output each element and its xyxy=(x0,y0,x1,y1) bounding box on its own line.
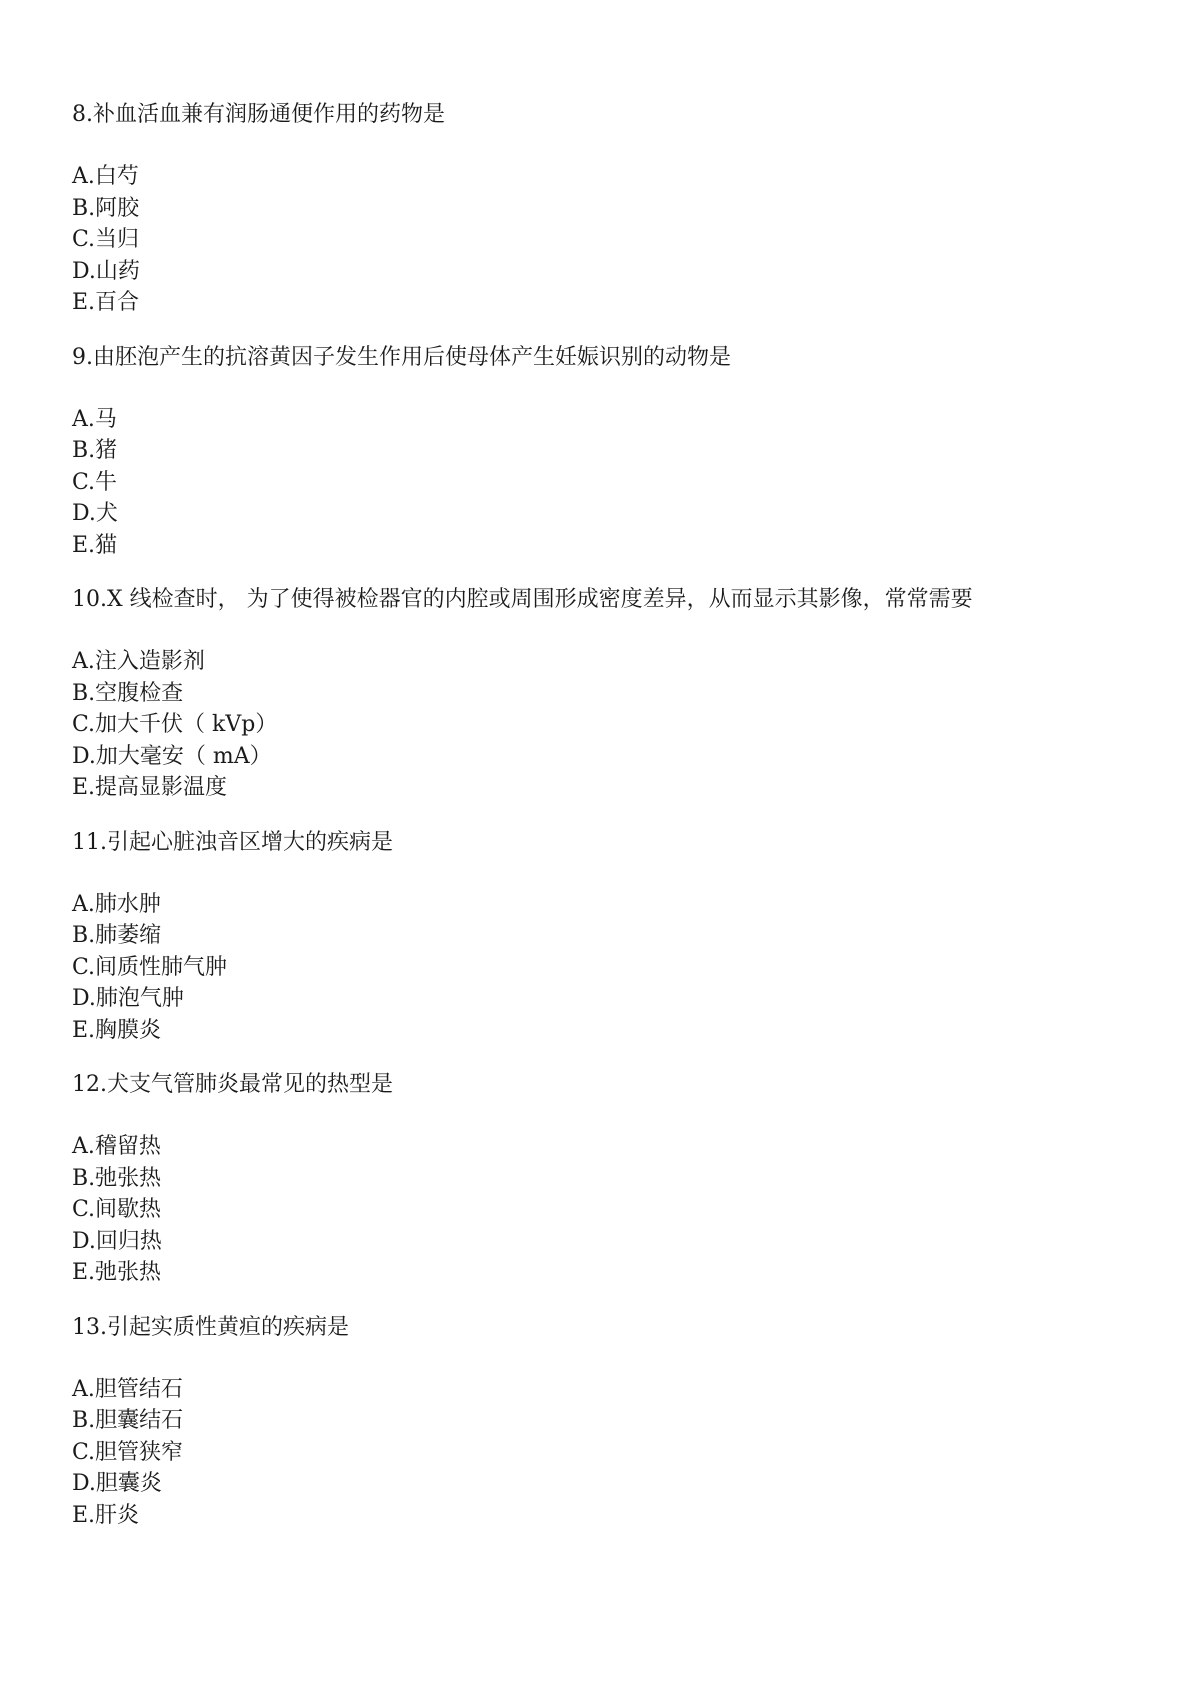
option-e: E.肝炎 xyxy=(72,1502,140,1528)
option-list xyxy=(72,1131,1122,1289)
question-9 xyxy=(72,341,1122,562)
option-e: E.百合 xyxy=(72,290,140,315)
option-a: A.胆管结石 xyxy=(72,1376,183,1402)
question-12 xyxy=(72,1068,1122,1289)
question-8 xyxy=(72,98,1122,319)
option-c: C.加大千伏（ kVp） xyxy=(72,712,278,737)
question-stem: 8.补血活血兼有润肠通便作用的药物是 xyxy=(72,102,445,127)
option-d: D.加大毫安（ mA） xyxy=(72,743,272,769)
option-a: A.白芍 xyxy=(72,164,139,189)
option-d: D.胆囊炎 xyxy=(72,1471,162,1496)
option-a: A.马 xyxy=(72,406,117,432)
option-b: B.阿胶 xyxy=(72,195,140,221)
question-10 xyxy=(72,583,1122,804)
option-d: D.山药 xyxy=(72,258,140,284)
question-stem: 9.由胚泡产生的抗溶黄因子发生作用后使母体产生妊娠识别的动物是 xyxy=(72,344,731,370)
option-b: B.空腹检查 xyxy=(72,680,184,706)
question-stem: 10.X 线检查时， 为了使得被检器官的内腔或周围形成密度差异，从而显示其影像，常常需要 xyxy=(72,587,973,612)
exam-page xyxy=(72,98,1122,1553)
option-d: D.犬 xyxy=(72,501,118,526)
option-c: C.当归 xyxy=(72,227,140,252)
option-list xyxy=(72,404,1122,562)
option-a: A.肺水肿 xyxy=(72,891,161,917)
option-list xyxy=(72,1374,1122,1532)
question-stem: 13.引起实质性黄疸的疾病是 xyxy=(72,1314,349,1340)
option-e: E.弛张热 xyxy=(72,1260,162,1285)
option-b: B.胆囊结石 xyxy=(72,1408,184,1433)
option-c: C.牛 xyxy=(72,469,118,495)
option-a: A.稽留热 xyxy=(72,1134,161,1159)
option-d: D.肺泡气肿 xyxy=(72,986,184,1011)
option-a: A.注入造影剂 xyxy=(72,649,205,674)
option-b: B.猪 xyxy=(72,438,118,463)
question-13 xyxy=(72,1311,1122,1532)
option-list xyxy=(72,889,1122,1047)
option-e: E.胸膜炎 xyxy=(72,1017,162,1043)
option-c: C.间质性肺气肿 xyxy=(72,954,228,980)
question-stem: 11.引起心脏浊音区增大的疾病是 xyxy=(72,829,393,855)
option-b: B.肺萎缩 xyxy=(72,923,162,948)
option-b: B.弛张热 xyxy=(72,1165,162,1191)
question-11 xyxy=(72,826,1122,1047)
option-list xyxy=(72,646,1122,804)
question-stem: 12.犬支气管肺炎最常见的热型是 xyxy=(72,1072,393,1097)
option-c: C.胆管狭窄 xyxy=(72,1439,184,1465)
option-list xyxy=(72,161,1122,319)
option-e: E.提高显影温度 xyxy=(72,775,228,800)
option-d: D.回归热 xyxy=(72,1228,162,1254)
option-e: E.猫 xyxy=(72,532,118,558)
option-c: C.间歇热 xyxy=(72,1197,162,1222)
